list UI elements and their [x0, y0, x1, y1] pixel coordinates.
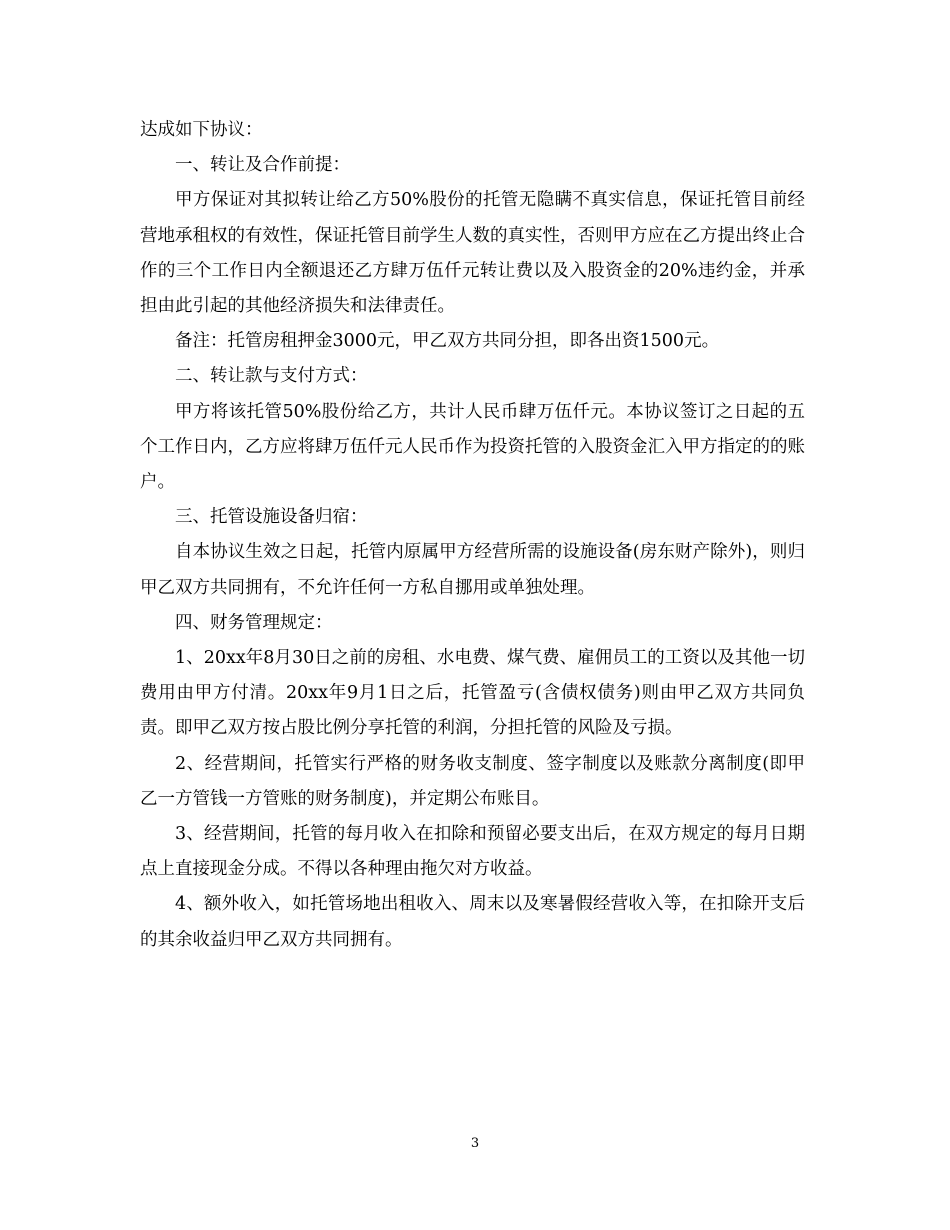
section-heading-3: 三、托管设施设备归宿： [175, 507, 368, 528]
paragraph: 2、经营期间，托管实行严格的财务收支制度、签字制度以及账款分离制度(即甲乙一方管钱一方管账的财务制度)，并定期公布账目。 [140, 753, 805, 809]
document-body [140, 113, 805, 958]
paragraph: 1、20xx年8月30日之前的房租、水电费、煤气费、雇佣员工的工资以及其他一切费用由甲方付清。20xx年9月1日之后，托管盈亏(含债权债务)则由甲乙双方共同负责。即甲乙双方按占股比例分享托管的利润，分担托管的风险及亏损。 [140, 648, 805, 739]
section-heading-4: 四、财务管理规定： [175, 612, 333, 633]
paragraph: 3、经营期间，托管的每月收入在扣除和预留必要支出后，在双方规定的每月日期点上直接现金分成。不得以各种理由拖欠对方收益。 [140, 824, 805, 880]
paragraph-note: 备注：托管房租押金3000元，甲乙双方共同分担，即各出资1500元。 [175, 331, 720, 352]
paragraph: 4、额外收入，如托管场地出租收入、周末以及寒暑假经营收入等，在扣除开支后的其余收益归甲乙双方共同拥有。 [140, 894, 805, 950]
section-heading-1: 一、转让及合作前提： [175, 155, 350, 176]
paragraph-intro: 达成如下协议： [140, 120, 263, 140]
paragraph: 自本协议生效之日起，托管内原属甲方经营所需的设施设备(房东财产除外)，则归甲乙双方共同拥有，不允许任何一方私自挪用或单独处理。 [140, 542, 805, 598]
paragraph: 甲方保证对其拟转让给乙方50%股份的托管无隐瞒不真实信息，保证托管目前经营地承租权的有效性，保证托管目前学生人数的真实性，否则甲方应在乙方提出终止合作的三个工作日内全额退还乙方肆万伍仟元转让费以及入股资金的20%违约金，并承担由此引起的其他经济损失和法律责任。 [140, 190, 805, 317]
paragraph: 甲方将该托管50%股份给乙方，共计人民币肆万伍仟元。本协议签订之日起的五个工作日内，乙方应将肆万伍仟元人民币作为投资托管的入股资金汇入甲方指定的的账户。 [140, 401, 805, 493]
page-number: 3 [470, 1136, 480, 1151]
section-heading-2: 二、转让款与支付方式： [175, 366, 368, 387]
